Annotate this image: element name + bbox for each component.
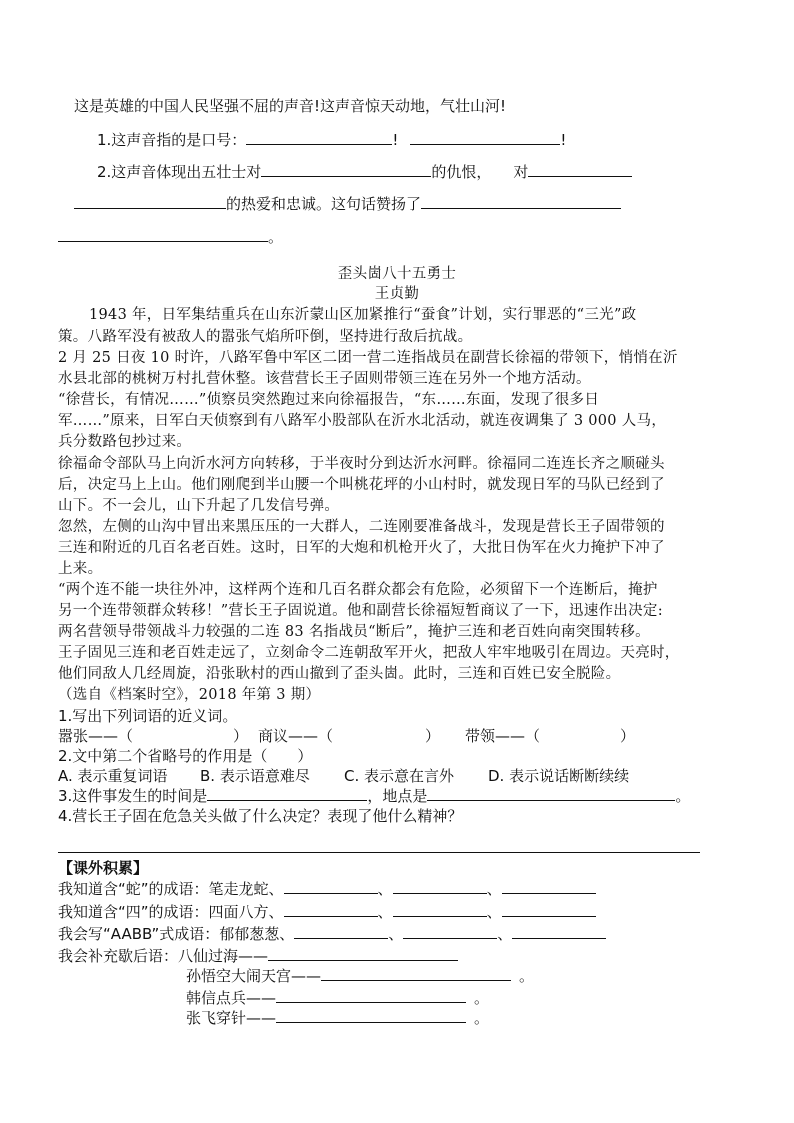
xiehouyu-2-prefix: 孙悟空大闹天宫—— — [186, 967, 322, 985]
q1-b-label: 商议——（ — [258, 727, 334, 745]
top-q2-part1: 2.这声音体现出五壮士对 — [97, 163, 262, 181]
four-blank-3[interactable] — [502, 902, 596, 917]
top-q2-blank-5[interactable] — [58, 227, 268, 242]
aabb-blank-3[interactable] — [512, 924, 606, 939]
xiehouyu-4-end: 。 — [474, 1009, 490, 1027]
four-sep-1: 、 — [377, 903, 393, 921]
four-blank-1[interactable] — [284, 902, 378, 917]
article-line: 军……”原来，日军白天侦察到有八路军小股部队在沂水北活动，就连夜调集了 3 000 人马， — [58, 413, 667, 429]
question-1-blank-c — [465, 726, 635, 746]
q3-time-blank[interactable] — [207, 786, 367, 801]
article-line: 王子固见三连和老百姓走远了，立刻命令二连朝敌军开火，把敌人牢牢地吸引在周边。天亮时， — [58, 645, 680, 661]
q3-label-time: 3.这件事发生的时间是 — [58, 787, 208, 805]
top-q2-blank-3[interactable] — [74, 194, 226, 209]
article-line: 两名营领导带领战斗力较强的二连 83 名指战员“断后”，掩护三连和老百姓向南突围转移。 — [58, 624, 650, 640]
q3-place-blank[interactable] — [427, 786, 675, 801]
xiehouyu-3 — [186, 988, 489, 1008]
snake-sep-2: 、 — [486, 880, 502, 898]
q4-answer-line[interactable] — [58, 852, 700, 853]
article-title: 歪头崮八十五勇士 — [337, 266, 457, 282]
top-q2-part4: 的热爱和忠诚。这句话赞扬了 — [226, 195, 422, 213]
xiehouyu-1-blank[interactable] — [268, 946, 458, 961]
top-question-2 — [97, 162, 632, 182]
extra-aabb — [58, 924, 606, 944]
top-q2-blank-2[interactable] — [528, 162, 632, 177]
article-line: 山下。不一会儿，山下升起了几发信号弹。 — [58, 498, 340, 514]
top-q1-blank-1[interactable] — [246, 130, 392, 145]
article-line: 兵分数路包抄过来。 — [58, 434, 192, 450]
article-line: 另一个连带领群众转移！”营长王子固说道。他和副营长徐福短暂商议了一下，迅速作出决定: — [58, 603, 663, 619]
question-1: 1.写出下列词语的近义词。 — [58, 707, 238, 725]
snake-blank-1[interactable] — [284, 879, 378, 894]
article-line: 2 月 25 日夜 10 时许，八路军鲁中军区二团一营二连指战员在副营长徐福的带领下，悄悄在沂 — [58, 350, 678, 366]
xiehouyu-2-end: 。 — [519, 967, 535, 985]
top-q1-end: ! — [560, 131, 567, 149]
article-line: 1943 年，日军集结重兵在山东沂蒙山区加紧推行“蚕食”计划，实行罪恶的“三光”政 — [89, 307, 637, 323]
question-3 — [58, 786, 690, 806]
question-4: 4.营长王子固在危急关头做了什么决定？表现了他什么精神？ — [58, 807, 463, 825]
snake-blank-3[interactable] — [502, 879, 596, 894]
article-line: 上来。 — [58, 561, 103, 577]
xiehouyu-4-prefix: 张飞穿针—— — [186, 1009, 277, 1027]
extra-heading: 【课外积累】 — [58, 859, 149, 877]
xiehouyu-3-prefix: 韩信点兵—— — [186, 989, 277, 1007]
article-line: 后，决定马上上山。他们刚爬到半山腰一个叫桃花坪的小山村时，就发现日军的马队已经到了 — [58, 477, 665, 493]
article-line: 三连和附近的几百名老百姓。这时，日军的大炮和机枪开火了，大批日伪军在火力掩护下冲了 — [58, 540, 665, 556]
top-question-2-end — [58, 227, 283, 247]
article-line: “徐营长，有情况……”侦察员突然跑过来向徐福报告，“东……东面，发现了很多日 — [58, 392, 600, 408]
question-1-blank-b — [258, 726, 440, 746]
snake-sep-1: 、 — [377, 880, 393, 898]
q2-label: 2.文中第二个省略号的作用是（ — [58, 747, 268, 765]
xiehouyu-2-blank[interactable] — [321, 966, 511, 981]
intro-sentence: 这是英雄的中国人民坚强不屈的声音!这声音惊天动地，气壮山河! — [74, 97, 507, 115]
q2-option-a[interactable]: A. 表示重复词语 — [58, 767, 168, 785]
top-q2-part3: 对 — [513, 163, 529, 181]
aabb-sep-1: 、 — [388, 925, 404, 943]
xiehouyu-1-prefix: 我会补充歇后语：八仙过海—— — [58, 947, 269, 965]
question-2 — [58, 746, 312, 766]
top-question-1 — [97, 130, 566, 150]
four-label: 我知道含“四”的成语：四面八方、 — [58, 903, 284, 921]
q1-c-label: 带领——（ — [465, 727, 541, 745]
top-q1-label: 1.这声音指的是口号： — [97, 131, 247, 149]
top-q1-blank-2[interactable] — [410, 130, 560, 145]
q1-a-label: 嚣张——（ — [58, 727, 134, 745]
q2-option-d[interactable]: D. 表示说话断断续续 — [488, 767, 630, 785]
article-line: 策。八路军没有被敌人的嚣张气焰所吓倒，坚持进行敌后抗战。 — [58, 329, 473, 345]
aabb-blank-1[interactable] — [294, 924, 388, 939]
extra-four — [58, 902, 596, 922]
article-source: （选自《档案时空》，2018 年第 3 期） — [58, 687, 321, 703]
article-line: 徐福命令部队马上向沂水河方向转移，于半夜时分到达沂水河畔。徐福同二连连长齐之顺碰头 — [58, 456, 665, 472]
q1-b-end: ） — [425, 727, 441, 745]
q1-c-end: ） — [620, 727, 636, 745]
top-q2-part2: 的仇恨， — [431, 163, 492, 181]
aabb-label: 我会写“AABB”式成语：郁郁葱葱、 — [58, 925, 295, 943]
xiehouyu-4-blank[interactable] — [276, 1008, 466, 1023]
aabb-blank-2[interactable] — [403, 924, 497, 939]
aabb-sep-2: 、 — [497, 925, 513, 943]
q3-end: 。 — [675, 787, 691, 805]
top-q1-sep: ! — [392, 131, 399, 149]
q2-option-c[interactable]: C. 表示意在言外 — [344, 767, 455, 785]
top-q2-blank-4[interactable] — [421, 194, 621, 209]
q2-end: ） — [297, 747, 313, 765]
xiehouyu-3-blank[interactable] — [276, 988, 466, 1003]
xiehouyu-1 — [58, 946, 458, 966]
top-question-2-cont — [74, 194, 621, 214]
top-q2-blank-1[interactable] — [261, 162, 431, 177]
q2-option-b[interactable]: B. 表示语意难尽 — [200, 767, 310, 785]
article-line: 忽然，左侧的山沟中冒出来黑压压的一大群人，二连刚要准备战斗，发现是营长王子固带领的 — [58, 519, 665, 535]
top-q2-end: 。 — [268, 228, 284, 246]
xiehouyu-2 — [186, 966, 534, 986]
article-line: 他们同敌人几经周旋，沿张耿村的西山撤到了歪头崮。此时，三连和百姓已安全脱险。 — [58, 666, 621, 682]
xiehouyu-3-end: 。 — [474, 989, 490, 1007]
article-author: 王贞勤 — [374, 286, 420, 302]
q1-a-end: ） — [233, 727, 249, 745]
q3-label-place: ，地点是 — [367, 787, 428, 805]
four-blank-2[interactable] — [393, 902, 487, 917]
snake-blank-2[interactable] — [393, 879, 487, 894]
question-1-blank-a — [58, 726, 248, 746]
extra-snake — [58, 879, 596, 899]
four-sep-2: 、 — [486, 903, 502, 921]
article-line: 水县北部的桃树万村扎营休整。该营营长王子固则带领三连在另外一个地方活动。 — [58, 371, 591, 387]
article-line: “两个连不能一块往外冲，这样两个连和几百名群众都会有危险，必须留下一个连断后，掩护 — [58, 582, 658, 598]
xiehouyu-4 — [186, 1008, 489, 1028]
snake-label: 我知道含“蛇”的成语：笔走龙蛇、 — [58, 880, 284, 898]
